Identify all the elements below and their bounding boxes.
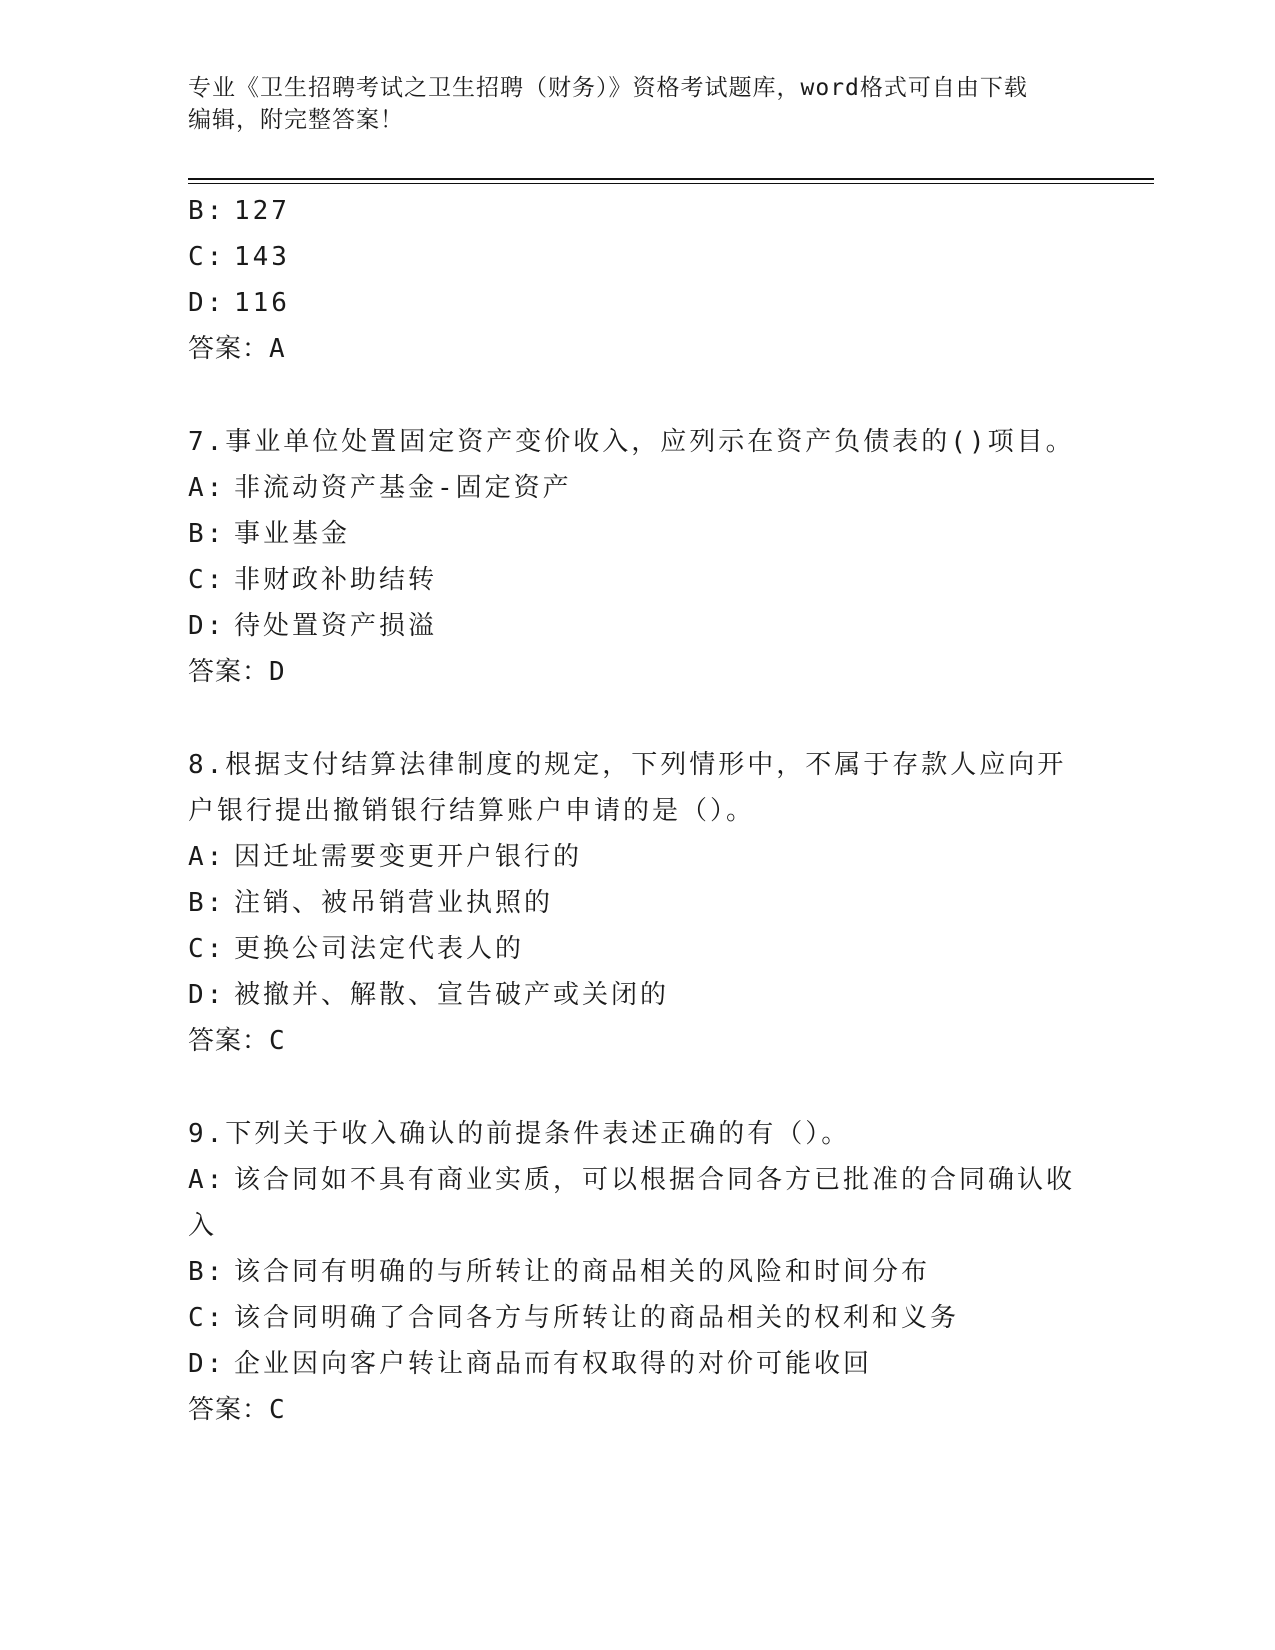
option-d: D: 被撤并、解散、宣告破产或关闭的 [188, 980, 670, 1010]
option-d: D: 116 [188, 288, 290, 318]
question-stem-line-2: 户银行提出撤销银行结算账户申请的是（）。 [188, 796, 756, 826]
previous-question [188, 188, 1088, 372]
option-a-continued: 入 [188, 1211, 218, 1241]
option-b: B: 事业基金 [188, 519, 351, 549]
header-line-2: 编辑，附完整答案！ [188, 107, 404, 133]
header-line-1: 专业《卫生招聘考试之卫生招聘（财务）》资格考试题库，word格式可自由下载 [188, 75, 1028, 101]
option-c: C: 该合同明确了合同各方与所转让的商品相关的权利和义务 [188, 1303, 960, 1333]
option-b: B: 127 [188, 196, 290, 226]
document-header [188, 72, 1088, 136]
option-c: C: 更换公司法定代表人的 [188, 934, 525, 964]
question-8 [188, 742, 1088, 1064]
option-a: A: 该合同如不具有商业实质，可以根据合同各方已批准的合同确认收 [188, 1165, 1076, 1195]
header-divider-thick [188, 178, 1154, 180]
option-d: D: 待处置资产损溢 [188, 611, 438, 641]
option-b: B: 注销、被吊销营业执照的 [188, 888, 554, 918]
option-a: A: 非流动资产基金-固定资产 [188, 473, 572, 503]
option-d: D: 企业因向客户转让商品而有权取得的对价可能收回 [188, 1349, 873, 1379]
question-7 [188, 419, 1088, 695]
question-stem-line-1: 8.根据支付结算法律制度的规定，下列情形中，不属于存款人应向开 [188, 750, 1067, 780]
question-stem: 7.事业单位处置固定资产变价收入，应列示在资产负债表的()项目。 [188, 427, 1075, 457]
answer: 答案：C [188, 1395, 286, 1425]
option-c: C: 143 [188, 242, 290, 272]
option-b: B: 该合同有明确的与所转让的商品相关的风险和时间分布 [188, 1257, 931, 1287]
document-body [188, 188, 1088, 1433]
question-stem: 9.下列关于收入确认的前提条件表述正确的有（）。 [188, 1119, 851, 1149]
answer: 答案：D [188, 657, 286, 687]
option-a: A: 因迁址需要变更开户银行的 [188, 842, 583, 872]
question-9 [188, 1111, 1088, 1433]
header-divider-thin [188, 183, 1154, 184]
option-c: C: 非财政补助结转 [188, 565, 438, 595]
answer: 答案：A [188, 334, 286, 364]
answer: 答案：C [188, 1026, 286, 1056]
